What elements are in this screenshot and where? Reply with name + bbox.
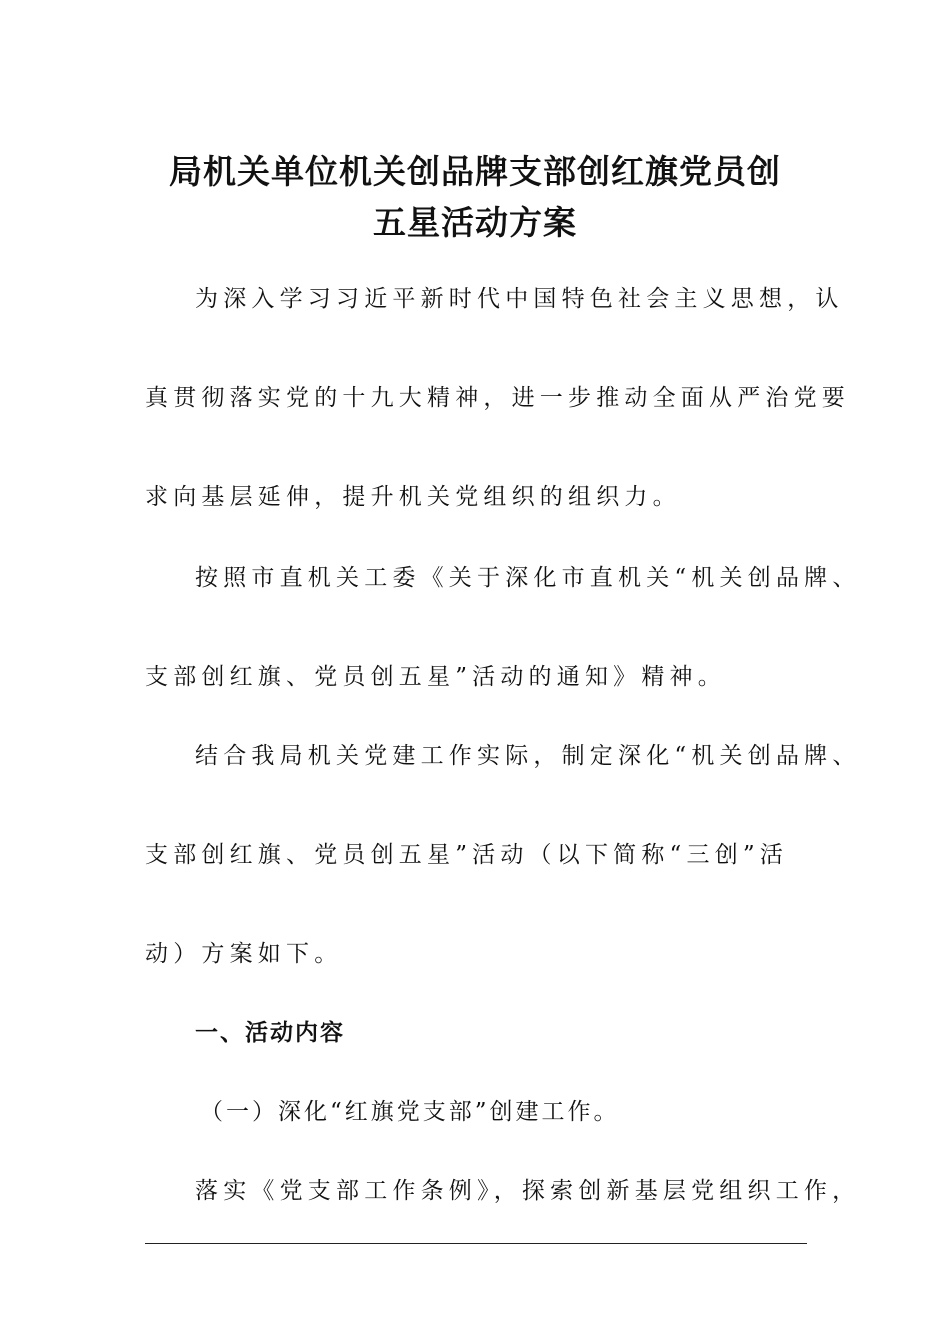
document-title-line1: 局机关单位机关创品牌支部创红旗党员创 [169, 152, 781, 191]
document-title-line2: 五星活动方案 [373, 203, 577, 242]
paragraph-line: 落实《党支部工作条例》，探索创新基层党组织工作， [195, 1178, 861, 1204]
paragraph-line: 为深入学习习近平新时代中国特色社会主义思想，认 [195, 286, 844, 312]
footer-divider [145, 1243, 807, 1244]
paragraph-line: 动）方案如下。 [145, 941, 343, 967]
paragraph-line: 支部创红旗、党员创五星”活动的通知》精神。 [145, 664, 726, 690]
section-heading: 一、活动内容 [195, 1020, 345, 1046]
paragraph-line: 按照市直机关工委《关于深化市直机关“机关创品牌、 [195, 565, 861, 591]
paragraph-line: 支部创红旗、党员创五星”活动（以下简称“三创”活 [145, 842, 789, 868]
paragraph-line: 求向基层延伸，提升机关党组织的组织力。 [145, 484, 681, 510]
paragraph-line: 结合我局机关党建工作实际，制定深化“机关创品牌、 [195, 743, 861, 769]
subsection-heading: （一）深化“红旗党支部”创建工作。 [200, 1099, 620, 1125]
paragraph-line: 真贯彻落实党的十九大精神，进一步推动全面从严治党要 [145, 385, 850, 411]
